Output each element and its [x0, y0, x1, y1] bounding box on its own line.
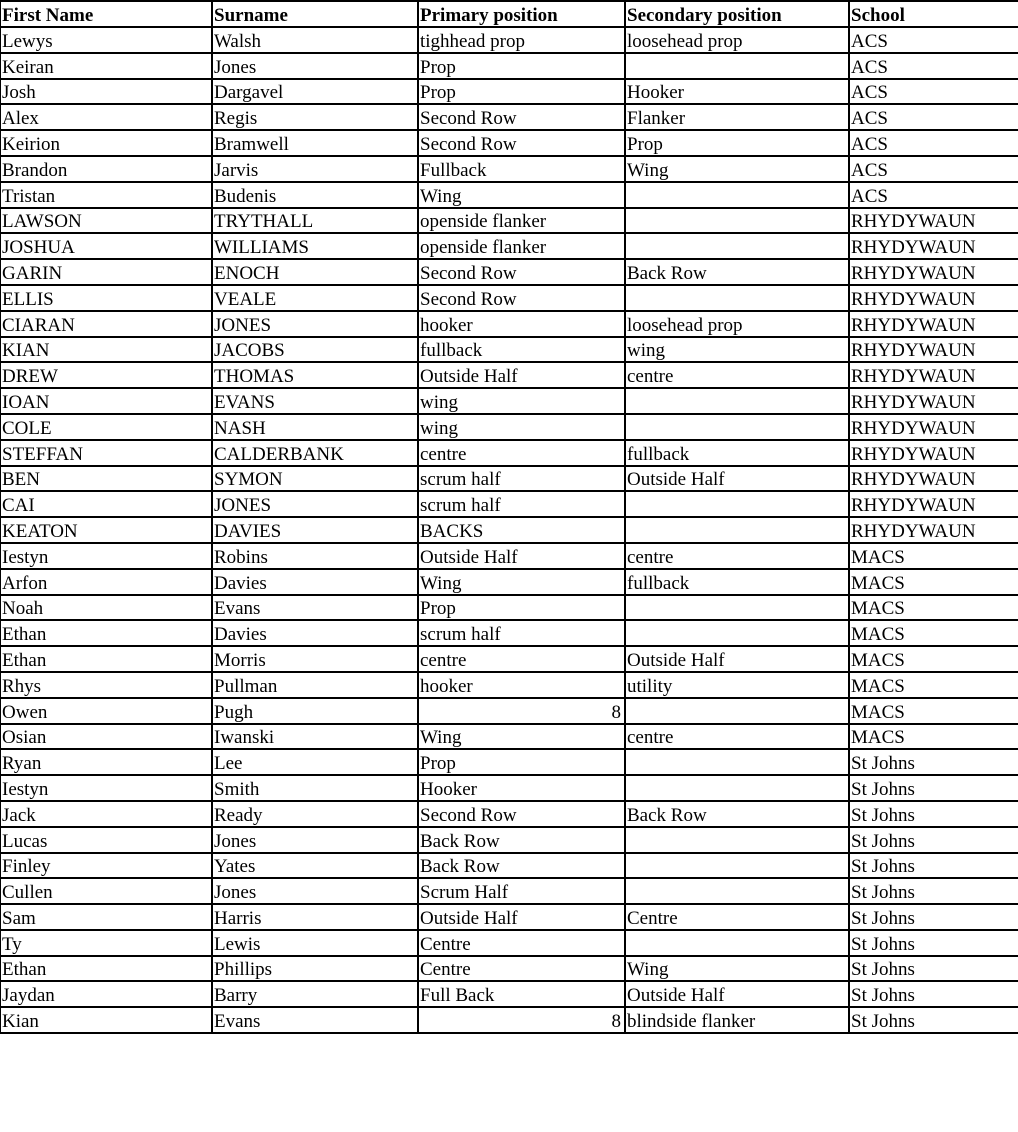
cell-primary-position: Prop — [418, 595, 625, 621]
table-row — [0, 672, 1018, 698]
table-row — [0, 646, 1018, 672]
cell-primary-position: Back Row — [418, 827, 625, 853]
cell-secondary-position: centre — [625, 362, 849, 388]
cell-primary-position: wing — [418, 388, 625, 414]
cell-primary-position: centre — [418, 440, 625, 466]
table-row — [0, 233, 1018, 259]
cell-secondary-position: Outside Half — [625, 466, 849, 492]
cell-secondary-position — [625, 53, 849, 79]
cell-school: ACS — [849, 27, 1018, 53]
cell-first-name: KEATON — [0, 517, 212, 543]
cell-first-name: ELLIS — [0, 285, 212, 311]
cell-surname: Smith — [212, 775, 418, 801]
cell-surname: Lewis — [212, 930, 418, 956]
cell-secondary-position: wing — [625, 337, 849, 363]
cell-secondary-position — [625, 595, 849, 621]
cell-primary-position: hooker — [418, 672, 625, 698]
cell-school: MACS — [849, 543, 1018, 569]
cell-first-name: Brandon — [0, 156, 212, 182]
table-row — [0, 904, 1018, 930]
cell-secondary-position: Back Row — [625, 801, 849, 827]
cell-first-name: Ethan — [0, 646, 212, 672]
cell-surname: CALDERBANK — [212, 440, 418, 466]
cell-school: St Johns — [849, 904, 1018, 930]
cell-school: St Johns — [849, 1007, 1018, 1033]
cell-surname: Pugh — [212, 698, 418, 724]
cell-surname: Lee — [212, 749, 418, 775]
cell-first-name: Jack — [0, 801, 212, 827]
cell-primary-position: Outside Half — [418, 904, 625, 930]
table-row — [0, 491, 1018, 517]
cell-secondary-position — [625, 285, 849, 311]
cell-surname: Ready — [212, 801, 418, 827]
cell-surname: Pullman — [212, 672, 418, 698]
cell-school: St Johns — [849, 930, 1018, 956]
cell-school: RHYDYWAUN — [849, 208, 1018, 234]
cell-surname: JONES — [212, 491, 418, 517]
cell-primary-position: Second Row — [418, 130, 625, 156]
table-row — [0, 543, 1018, 569]
cell-first-name: Ethan — [0, 956, 212, 982]
cell-surname: SYMON — [212, 466, 418, 492]
cell-surname: Iwanski — [212, 724, 418, 750]
cell-primary-position: openside flanker — [418, 208, 625, 234]
table-row — [0, 182, 1018, 208]
cell-secondary-position — [625, 827, 849, 853]
cell-primary-position: openside flanker — [418, 233, 625, 259]
cell-surname: ENOCH — [212, 259, 418, 285]
cell-school: RHYDYWAUN — [849, 285, 1018, 311]
cell-secondary-position: Outside Half — [625, 981, 849, 1007]
cell-primary-position: Prop — [418, 53, 625, 79]
table-row — [0, 388, 1018, 414]
table-row — [0, 956, 1018, 982]
cell-secondary-position: Prop — [625, 130, 849, 156]
cell-school: MACS — [849, 698, 1018, 724]
cell-secondary-position: centre — [625, 724, 849, 750]
cell-surname: Dargavel — [212, 79, 418, 105]
cell-first-name: GARIN — [0, 259, 212, 285]
cell-primary-position: Hooker — [418, 775, 625, 801]
cell-first-name: Owen — [0, 698, 212, 724]
cell-first-name: Iestyn — [0, 775, 212, 801]
cell-primary-position: Full Back — [418, 981, 625, 1007]
cell-secondary-position — [625, 491, 849, 517]
cell-secondary-position: blindside flanker — [625, 1007, 849, 1033]
cell-first-name: Keiran — [0, 53, 212, 79]
cell-primary-position: Wing — [418, 724, 625, 750]
cell-primary-position: hooker — [418, 311, 625, 337]
cell-primary-position: Wing — [418, 569, 625, 595]
cell-secondary-position — [625, 775, 849, 801]
table-body — [0, 27, 1018, 1033]
cell-primary-position: 8 — [418, 1007, 625, 1033]
cell-school: ACS — [849, 53, 1018, 79]
cell-secondary-position — [625, 208, 849, 234]
cell-school: MACS — [849, 569, 1018, 595]
cell-first-name: Osian — [0, 724, 212, 750]
cell-first-name: BEN — [0, 466, 212, 492]
cell-secondary-position: fullback — [625, 569, 849, 595]
cell-school: RHYDYWAUN — [849, 337, 1018, 363]
cell-primary-position: centre — [418, 646, 625, 672]
table-row — [0, 853, 1018, 879]
cell-primary-position: Second Row — [418, 259, 625, 285]
cell-first-name: KIAN — [0, 337, 212, 363]
cell-first-name: Keirion — [0, 130, 212, 156]
cell-first-name: Cullen — [0, 878, 212, 904]
table-row — [0, 362, 1018, 388]
cell-first-name: IOAN — [0, 388, 212, 414]
cell-surname: Davies — [212, 569, 418, 595]
cell-secondary-position: centre — [625, 543, 849, 569]
cell-first-name: JOSHUA — [0, 233, 212, 259]
cell-secondary-position — [625, 388, 849, 414]
table-row — [0, 1007, 1018, 1033]
cell-surname: Regis — [212, 104, 418, 130]
cell-secondary-position: loosehead prop — [625, 311, 849, 337]
cell-surname: Yates — [212, 853, 418, 879]
table-row — [0, 981, 1018, 1007]
cell-school: RHYDYWAUN — [849, 259, 1018, 285]
cell-secondary-position: Back Row — [625, 259, 849, 285]
table-row — [0, 595, 1018, 621]
cell-primary-position: Prop — [418, 79, 625, 105]
table-row — [0, 466, 1018, 492]
cell-school: ACS — [849, 182, 1018, 208]
table-row — [0, 930, 1018, 956]
cell-school: St Johns — [849, 827, 1018, 853]
cell-primary-position: Second Row — [418, 285, 625, 311]
cell-secondary-position: Wing — [625, 956, 849, 982]
cell-surname: Robins — [212, 543, 418, 569]
cell-first-name: DREW — [0, 362, 212, 388]
cell-school: St Johns — [849, 749, 1018, 775]
cell-secondary-position: Outside Half — [625, 646, 849, 672]
header-secondary-position: Secondary position — [625, 1, 849, 27]
cell-secondary-position — [625, 749, 849, 775]
cell-surname: TRYTHALL — [212, 208, 418, 234]
cell-school: St Johns — [849, 801, 1018, 827]
cell-primary-position: Centre — [418, 930, 625, 956]
table-row — [0, 27, 1018, 53]
cell-surname: Bramwell — [212, 130, 418, 156]
cell-primary-position: Back Row — [418, 853, 625, 879]
cell-primary-position: tighhead prop — [418, 27, 625, 53]
cell-surname: Budenis — [212, 182, 418, 208]
cell-secondary-position: fullback — [625, 440, 849, 466]
table-row — [0, 775, 1018, 801]
cell-school: MACS — [849, 620, 1018, 646]
table-row — [0, 801, 1018, 827]
cell-secondary-position: loosehead prop — [625, 27, 849, 53]
cell-secondary-position — [625, 414, 849, 440]
cell-primary-position: BACKS — [418, 517, 625, 543]
cell-primary-position: Prop — [418, 749, 625, 775]
cell-primary-position: Second Row — [418, 104, 625, 130]
cell-first-name: CAI — [0, 491, 212, 517]
cell-first-name: Ryan — [0, 749, 212, 775]
cell-surname: Jones — [212, 827, 418, 853]
cell-secondary-position — [625, 233, 849, 259]
cell-primary-position: Centre — [418, 956, 625, 982]
cell-first-name: Arfon — [0, 569, 212, 595]
cell-school: ACS — [849, 104, 1018, 130]
table-row — [0, 104, 1018, 130]
cell-primary-position: Outside Half — [418, 543, 625, 569]
table-row — [0, 414, 1018, 440]
cell-surname: VEALE — [212, 285, 418, 311]
table-row — [0, 311, 1018, 337]
table-row — [0, 569, 1018, 595]
cell-surname: WILLIAMS — [212, 233, 418, 259]
cell-primary-position: Scrum Half — [418, 878, 625, 904]
cell-surname: Jarvis — [212, 156, 418, 182]
cell-primary-position: Wing — [418, 182, 625, 208]
cell-first-name: Ty — [0, 930, 212, 956]
table-row — [0, 440, 1018, 466]
header-first-name: First Name — [0, 1, 212, 27]
cell-first-name: Rhys — [0, 672, 212, 698]
cell-secondary-position — [625, 930, 849, 956]
cell-secondary-position: Hooker — [625, 79, 849, 105]
cell-first-name: Sam — [0, 904, 212, 930]
cell-first-name: CIARAN — [0, 311, 212, 337]
table-row — [0, 156, 1018, 182]
cell-surname: Phillips — [212, 956, 418, 982]
cell-surname: Morris — [212, 646, 418, 672]
cell-primary-position: fullback — [418, 337, 625, 363]
table-row — [0, 517, 1018, 543]
cell-first-name: Ethan — [0, 620, 212, 646]
table-row — [0, 749, 1018, 775]
table-row — [0, 285, 1018, 311]
table-row — [0, 259, 1018, 285]
cell-surname: Jones — [212, 53, 418, 79]
table-row — [0, 724, 1018, 750]
cell-school: RHYDYWAUN — [849, 233, 1018, 259]
table-row — [0, 698, 1018, 724]
cell-first-name: Lucas — [0, 827, 212, 853]
cell-school: ACS — [849, 79, 1018, 105]
cell-secondary-position — [625, 698, 849, 724]
cell-primary-position: Fullback — [418, 156, 625, 182]
cell-first-name: Tristan — [0, 182, 212, 208]
cell-secondary-position — [625, 853, 849, 879]
cell-secondary-position — [625, 620, 849, 646]
cell-primary-position: scrum half — [418, 466, 625, 492]
cell-school: RHYDYWAUN — [849, 414, 1018, 440]
cell-primary-position: scrum half — [418, 491, 625, 517]
cell-surname: Barry — [212, 981, 418, 1007]
table-row — [0, 827, 1018, 853]
cell-school: St Johns — [849, 878, 1018, 904]
cell-school: MACS — [849, 595, 1018, 621]
cell-secondary-position: Wing — [625, 156, 849, 182]
cell-first-name: Kian — [0, 1007, 212, 1033]
cell-school: RHYDYWAUN — [849, 362, 1018, 388]
cell-surname: NASH — [212, 414, 418, 440]
cell-school: St Johns — [849, 981, 1018, 1007]
cell-primary-position: wing — [418, 414, 625, 440]
cell-secondary-position — [625, 182, 849, 208]
cell-school: RHYDYWAUN — [849, 466, 1018, 492]
cell-secondary-position: Flanker — [625, 104, 849, 130]
cell-school: MACS — [849, 672, 1018, 698]
cell-primary-position: Outside Half — [418, 362, 625, 388]
table-row — [0, 620, 1018, 646]
cell-school: RHYDYWAUN — [849, 311, 1018, 337]
cell-secondary-position — [625, 517, 849, 543]
table-row — [0, 53, 1018, 79]
header-primary-position: Primary position — [418, 1, 625, 27]
cell-first-name: LAWSON — [0, 208, 212, 234]
cell-secondary-position: utility — [625, 672, 849, 698]
cell-school: MACS — [849, 724, 1018, 750]
cell-first-name: STEFFAN — [0, 440, 212, 466]
cell-school: MACS — [849, 646, 1018, 672]
table-row — [0, 79, 1018, 105]
cell-surname: Davies — [212, 620, 418, 646]
cell-secondary-position: Centre — [625, 904, 849, 930]
cell-first-name: Lewys — [0, 27, 212, 53]
cell-secondary-position — [625, 878, 849, 904]
table-row — [0, 208, 1018, 234]
cell-surname: EVANS — [212, 388, 418, 414]
cell-school: ACS — [849, 156, 1018, 182]
cell-first-name: Iestyn — [0, 543, 212, 569]
cell-school: St Johns — [849, 956, 1018, 982]
cell-first-name: Josh — [0, 79, 212, 105]
cell-first-name: Finley — [0, 853, 212, 879]
cell-surname: DAVIES — [212, 517, 418, 543]
cell-school: RHYDYWAUN — [849, 517, 1018, 543]
cell-surname: JACOBS — [212, 337, 418, 363]
cell-surname: THOMAS — [212, 362, 418, 388]
table-row — [0, 337, 1018, 363]
cell-surname: Jones — [212, 878, 418, 904]
cell-school: ACS — [849, 130, 1018, 156]
table-row — [0, 130, 1018, 156]
table-row — [0, 878, 1018, 904]
cell-school: RHYDYWAUN — [849, 440, 1018, 466]
cell-primary-position: Second Row — [418, 801, 625, 827]
cell-primary-position: scrum half — [418, 620, 625, 646]
cell-surname: Harris — [212, 904, 418, 930]
cell-first-name: Noah — [0, 595, 212, 621]
cell-first-name: Jaydan — [0, 981, 212, 1007]
cell-surname: Evans — [212, 1007, 418, 1033]
cell-first-name: COLE — [0, 414, 212, 440]
header-row — [0, 1, 1018, 27]
cell-school: RHYDYWAUN — [849, 491, 1018, 517]
cell-surname: Evans — [212, 595, 418, 621]
cell-school: St Johns — [849, 853, 1018, 879]
cell-primary-position: 8 — [418, 698, 625, 724]
cell-school: St Johns — [849, 775, 1018, 801]
header-school: School — [849, 1, 1018, 27]
cell-surname: Walsh — [212, 27, 418, 53]
header-surname: Surname — [212, 1, 418, 27]
cell-surname: JONES — [212, 311, 418, 337]
cell-school: RHYDYWAUN — [849, 388, 1018, 414]
cell-first-name: Alex — [0, 104, 212, 130]
